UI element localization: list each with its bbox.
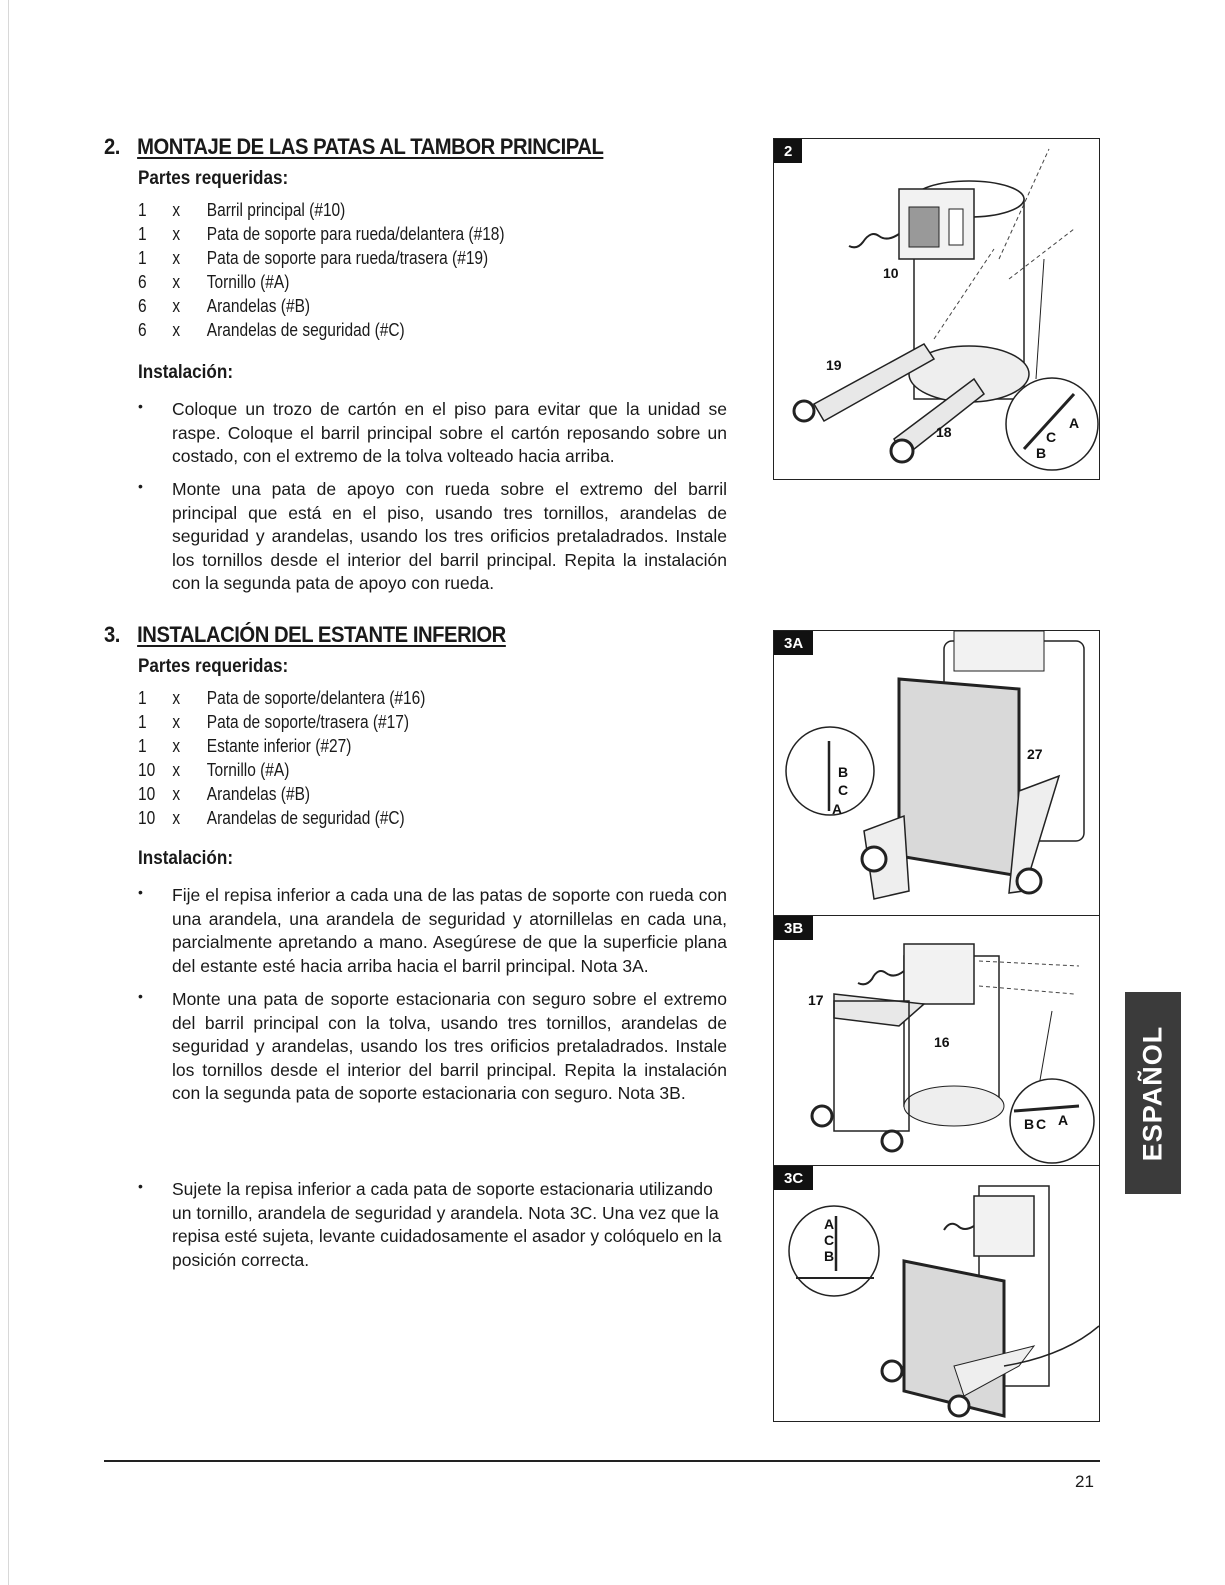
part-qty: 1: [138, 712, 147, 732]
wheel: [949, 1396, 969, 1416]
page-left-edge: [8, 0, 9, 1585]
part-x: x: [172, 736, 181, 756]
controller-dial: [949, 209, 963, 245]
part-desc: Tornillo (#A): [206, 760, 290, 780]
part-qty: 6: [138, 296, 147, 316]
part-qty: 10: [138, 808, 156, 828]
section-3-title: [104, 622, 693, 648]
part-x: x: [172, 712, 181, 732]
bullet-dot: •: [138, 988, 143, 1004]
figure-3a-illustration: [774, 631, 1099, 916]
list-item: [138, 760, 620, 784]
language-tab: [1125, 992, 1181, 1194]
callout-27: 27: [1027, 746, 1043, 762]
part-x: x: [172, 320, 181, 340]
part-qty: 10: [138, 784, 156, 804]
wheel: [812, 1106, 832, 1126]
section-heading-text: INSTALACIÓN DEL ESTANTE INFERIOR: [137, 622, 506, 647]
list-item: [138, 224, 620, 248]
list-item: [138, 784, 620, 808]
part-desc: Estante inferior (#27): [206, 736, 352, 756]
callout-16: 16: [934, 1034, 950, 1050]
list-item: [138, 736, 620, 760]
parts-heading: Partes requeridas:: [138, 656, 289, 677]
part-qty: 6: [138, 320, 147, 340]
callout-19: 19: [826, 357, 842, 373]
controller-box: [904, 944, 974, 1004]
part-desc: Barril principal (#10): [206, 200, 346, 220]
part-qty: 1: [138, 224, 147, 244]
part-desc: Arandelas (#B): [206, 296, 311, 316]
part-x: x: [172, 224, 181, 244]
hardware-detail-circle: [1010, 1079, 1094, 1163]
part-x: x: [172, 688, 181, 708]
part-desc: Arandelas (#B): [206, 784, 311, 804]
part-desc: Arandelas de seguridad (#C): [206, 808, 405, 828]
part-qty: 1: [138, 200, 147, 220]
footer-rule: [104, 1460, 1100, 1462]
instruction-text: Coloque un trozo de cartón en el piso para evitar que la unidad se raspe. Coloque el barril principal sobre el cartón reposando sobre un costado, con el extremo de la tolva volteado hacia arriba.: [172, 399, 727, 466]
parts-heading: Partes requeridas:: [138, 168, 289, 189]
power-cord: [944, 1224, 974, 1230]
instruction-text: Monte una pata de soporte estacionaria con seguro sobre el extremo del barril principal con la tolva, usando tres tornillos, arandelas de seguridad y arandelas, usando los tres orificios pretaladrados. Instale los tornillos desde el interior del barril principal. Repita la instalación con la segunda pata de soporte estacionaria con seguro. Nota 3B.: [172, 989, 727, 1103]
parts-list: [138, 688, 698, 832]
part-qty: 6: [138, 272, 147, 292]
installation-heading: Instalación:: [138, 362, 234, 383]
section-number: 3.: [104, 622, 120, 647]
part-x: x: [172, 248, 181, 268]
callout-c: C: [1046, 429, 1057, 445]
list-item: [138, 712, 620, 736]
callout-c: C: [1036, 1116, 1047, 1132]
part-x: x: [172, 272, 181, 292]
detail-leader: [1036, 259, 1044, 379]
wheel: [862, 847, 886, 871]
list-item: [138, 688, 620, 712]
callout-b: B: [1024, 1116, 1035, 1132]
bullet-dot: •: [138, 398, 143, 414]
part-qty: 1: [138, 248, 147, 268]
section-2: [104, 134, 744, 604]
figure-3c: [773, 1165, 1100, 1422]
bullet-dot: •: [138, 1178, 143, 1194]
section-3: [104, 622, 744, 1292]
callout-a: A: [1058, 1112, 1069, 1128]
list-item: [138, 272, 620, 296]
callout-b: B: [824, 1248, 835, 1264]
figure-label: 3A: [774, 631, 813, 655]
instruction-text: Sujete la repisa inferior a cada pata de soporte estacionaria utilizando un tornillo, arandela de seguridad y arandela. Nota 3C. Una vez que la repisa esté sujeta, levante cuidadosamente el asador y colóquelo en la posición correcta.: [172, 1179, 722, 1270]
part-desc: Pata de soporte para rueda/trasera (#19): [206, 248, 489, 268]
controller-vent: [909, 207, 939, 247]
figure-3b: [773, 915, 1100, 1167]
wheel: [1017, 869, 1041, 893]
section-2-title: [104, 134, 693, 160]
barrel-base: [904, 1086, 1004, 1126]
part-qty: 10: [138, 760, 156, 780]
list-item: [138, 320, 620, 344]
bottom-shelf-27: [899, 679, 1019, 876]
section-number: 2.: [104, 134, 120, 159]
list-item: [138, 248, 620, 272]
wheel: [882, 1131, 902, 1151]
callout-17: 17: [808, 992, 824, 1008]
parts-list: [138, 200, 698, 344]
wheel: [891, 440, 913, 462]
callout-a: A: [1069, 415, 1080, 431]
power-cord: [849, 234, 899, 247]
part-x: x: [172, 784, 181, 804]
callout-10: 10: [883, 265, 899, 281]
part-x: x: [172, 808, 181, 828]
power-cord: [858, 971, 904, 984]
detail-leader: [1039, 1011, 1052, 1086]
wheel: [794, 401, 814, 421]
bottom-shelf: [904, 1261, 1004, 1416]
callout-18: 18: [936, 424, 952, 440]
list-item: [138, 296, 620, 320]
installation-heading: Instalación:: [138, 848, 234, 869]
figure-label: 2: [774, 139, 802, 163]
hardware-detail-circle: [1006, 378, 1098, 470]
callout-b: B: [838, 764, 849, 780]
figure-label: 3B: [774, 916, 813, 940]
part-x: x: [172, 296, 181, 316]
figure-3a: [773, 630, 1100, 917]
callout-c: C: [838, 782, 849, 798]
figure-3c-illustration: [774, 1166, 1099, 1421]
part-desc: Arandelas de seguridad (#C): [206, 320, 405, 340]
section-heading-text: MONTAJE DE LAS PATAS AL TAMBOR PRINCIPAL: [137, 134, 604, 159]
callout-b: B: [1036, 445, 1047, 461]
callout-c: C: [824, 1232, 835, 1248]
language-tab-label: ESPAÑOL: [1137, 1025, 1168, 1161]
controller-box: [974, 1196, 1034, 1256]
instruction-text: Fije el repisa inferior a cada una de las patas de soporte con rueda con una arandela, una arandela de seguridad y atornillelas en cada una, parcialmente apretando a mano. Asegúrese de que la superficie plana del estante esté hacia arriba hacia el barril principal. Nota 3A.: [172, 885, 727, 976]
part-desc: Tornillo (#A): [206, 272, 290, 292]
part-desc: Pata de soporte para rueda/delantera (#18): [206, 224, 505, 244]
part-desc: Pata de soporte/trasera (#17): [206, 712, 410, 732]
figure-label: 3C: [774, 1166, 813, 1190]
page-number: 21: [1075, 1472, 1094, 1491]
part-qty: 1: [138, 688, 147, 708]
part-qty: 1: [138, 736, 147, 756]
bullet-dot: •: [138, 884, 143, 900]
callout-a: A: [832, 801, 843, 817]
wheel: [882, 1361, 902, 1381]
controller-box: [954, 631, 1044, 671]
callout-a: A: [824, 1216, 835, 1232]
bullet-dot: •: [138, 478, 143, 494]
part-desc: Pata de soporte/delantera (#16): [206, 688, 426, 708]
instruction-text: Monte una pata de apoyo con rueda sobre el extremo del barril principal que está en el piso, usando tres tornillos, arandelas de seguridad y arandelas, usando los tres orificios pretaladrados. Instale los tornillos desde el interior del barril principal. Repita la instalación con la segunda pata de apoyo con rueda.: [172, 479, 727, 593]
list-item: [138, 200, 620, 224]
figure-2: [773, 138, 1100, 480]
part-x: x: [172, 760, 181, 780]
list-item: [138, 808, 620, 832]
part-x: x: [172, 200, 181, 220]
